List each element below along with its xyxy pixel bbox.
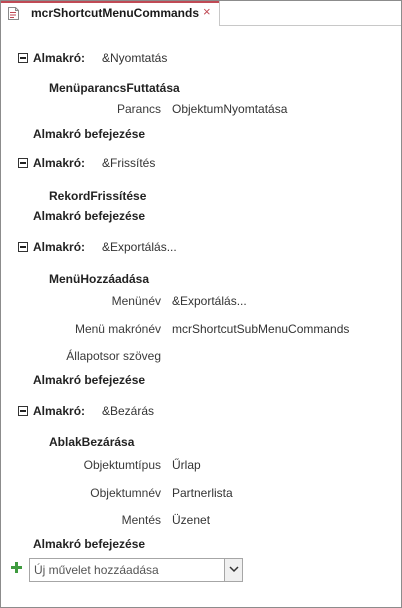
submacro-keyword: Almakró:: [33, 240, 86, 254]
argument-value[interactable]: Üzenet: [172, 513, 211, 527]
argument-label: Parancs: [116, 102, 161, 116]
dropdown-button[interactable]: [224, 559, 242, 581]
argument-value[interactable]: Űrlap: [172, 458, 201, 472]
add-new-action-placeholder: Új művelet hozzáadása: [34, 563, 159, 577]
argument-value[interactable]: &Exportálás...: [172, 294, 247, 308]
chevron-down-icon: [229, 566, 239, 573]
tab-mcrshortcutmenucommands[interactable]: [1, 1, 220, 26]
plus-icon: [11, 562, 22, 573]
action-name[interactable]: MenüHozzáadása: [49, 272, 150, 286]
close-tab-icon[interactable]: ×: [203, 4, 211, 19]
submacro-end-label: Almakró befejezése: [33, 373, 146, 387]
submacro-name[interactable]: &Frissítés: [102, 156, 156, 170]
submacro-end-label: Almakró befejezése: [33, 127, 146, 141]
action-name[interactable]: MenüparancsFuttatása: [49, 81, 180, 95]
argument-value[interactable]: ObjektumNyomtatása: [172, 102, 288, 116]
submacro-end-label: Almakró befejezése: [33, 209, 146, 223]
submacro-keyword: Almakró:: [33, 51, 86, 65]
submacro-keyword: Almakró:: [33, 404, 86, 418]
argument-value[interactable]: mcrShortcutSubMenuCommands: [172, 322, 350, 336]
submacro-name[interactable]: &Bezárás: [102, 404, 155, 418]
collapse-toggle-icon[interactable]: [18, 242, 28, 252]
action-name[interactable]: RekordFrissítése: [49, 189, 147, 203]
submacro-end-label: Almakró befejezése: [33, 537, 146, 551]
argument-label: Állapotsor szöveg: [66, 349, 161, 363]
argument-label: Objektumtípus: [83, 458, 161, 472]
tab-accent-bar: [1, 1, 219, 3]
submacro-name[interactable]: &Nyomtatás: [102, 51, 168, 65]
argument-label: Mentés: [121, 513, 161, 527]
tab-title: mcrShortcutMenuCommands: [31, 6, 200, 20]
collapse-toggle-icon[interactable]: [18, 53, 28, 63]
macro-document-icon: [8, 7, 19, 20]
add-new-action-combobox[interactable]: [29, 558, 243, 582]
argument-value[interactable]: Partnerlista: [172, 486, 233, 500]
tab-strip-divider: [220, 25, 401, 26]
argument-label: Objektumnév: [90, 486, 161, 500]
submacro-keyword: Almakró:: [33, 156, 86, 170]
document-tab-strip: [1, 1, 401, 26]
collapse-toggle-icon[interactable]: [18, 406, 28, 416]
argument-label: Menünév: [111, 294, 161, 308]
collapse-toggle-icon[interactable]: [18, 158, 28, 168]
action-name[interactable]: AblakBezárása: [49, 435, 135, 449]
submacro-name[interactable]: &Exportálás...: [102, 240, 177, 254]
argument-label: Menü makrónév: [74, 322, 161, 336]
